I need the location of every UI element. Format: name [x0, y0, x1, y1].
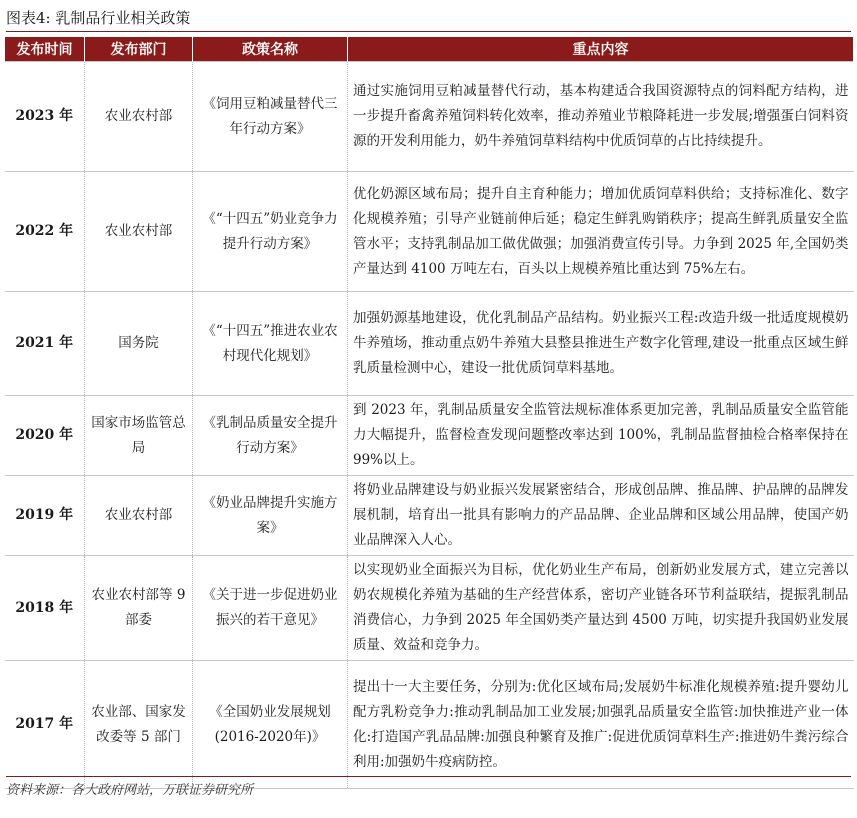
row-department: 农业农村部 [85, 172, 193, 292]
row-department: 农业部、国家发改委等 5 部门 [85, 661, 193, 789]
row-content: 优化奶源区域布局；提升自主育种能力；增加优质饲草料供给；支持标准化、数字化规模养殖；引导产业链前伸后延；稳定生鲜乳购销秩序；提高生鲜乳质量安全监管水平；支持乳制品加工做优做强；加强消费宣传引导。力争到 2025 年,全国奶类产量达到 4100 万吨左右，百头以上规模养殖比重达到 75%左右。 [348, 172, 854, 292]
table-header-row [5, 37, 854, 62]
table-row [5, 292, 854, 396]
row-year: 2022 年 [5, 172, 85, 292]
policy-table [4, 37, 854, 789]
table-row [5, 62, 854, 172]
row-department: 农业农村部等 9 部委 [85, 556, 193, 661]
row-policy-name: 《“十四五”推进农业农村现代化规划》 [193, 292, 348, 396]
row-year: 2020 年 [5, 396, 85, 476]
row-department: 农业农村部 [85, 476, 193, 556]
row-year: 2017 年 [5, 661, 85, 789]
header-release-date: 发布时间 [5, 37, 85, 62]
row-content: 通过实施饲用豆粕减量替代行动，基本构建适合我国资源特点的饲料配方结构，进一步提升畜禽养殖饲料转化效率，推动养殖业节粮降耗进一步发展;增强蛋白饲料资源的开发利用能力，奶牛养殖饲草料结构中优质饲草的占比持续提升。 [348, 62, 854, 172]
row-policy-name: 《全国奶业发展规划(2016-2020年)》 [193, 661, 348, 789]
header-key-content: 重点内容 [348, 37, 854, 62]
row-policy-name: 《“十四五”奶业竞争力提升行动方案》 [193, 172, 348, 292]
row-department: 国务院 [85, 292, 193, 396]
row-content: 提出十一大主要任务，分别为:优化区域布局;发展奶牛标准化规模养殖:提升婴幼儿配方乳粉竞争力:推动乳制品加工业发展;加强乳品质量安全监管:加快推进产业一体化:打造国产乳品品牌:加强良种繁育及推广:促进优质饲草料生产:推进奶牛粪污综合利用:加强奶牛疫病防控。 [348, 661, 854, 789]
header-policy-name: 政策名称 [193, 37, 348, 62]
row-content: 将奶业品牌建设与奶业振兴发展紧密结合，形成创品牌、推品牌、护品牌的品牌发展机制，培育出一批具有影响力的产品品牌、企业品牌和区域公用品牌，使国产奶业品牌深入人心。 [348, 476, 854, 556]
row-year: 2021 年 [5, 292, 85, 396]
row-year: 2023 年 [5, 62, 85, 172]
table-row [5, 172, 854, 292]
row-content: 加强奶源基地建设，优化乳制品产品结构。奶业振兴工程:改造升级一批适度规模奶牛养殖场，推动重点奶牛养殖大县整县推进生产数字化管理,建设一批重点区域生鲜乳质量检测中心，建设一批优质饲草料基地。 [348, 292, 854, 396]
table-row [5, 556, 854, 661]
header-department: 发布部门 [85, 37, 193, 62]
row-policy-name: 《关于进一步促进奶业振兴的若干意见》 [193, 556, 348, 661]
row-content: 以实现奶业全面振兴为目标，优化奶业生产布局，创新奶业发展方式，建立完善以奶农规模化养殖为基础的生产经营体系，密切产业链各环节利益联结，提振乳制品消费信心，力争到 2025 年全国奶类产量达到 4500 万吨，切实提升我国奶业发展质量、效益和竞争力。 [348, 556, 854, 661]
row-policy-name: 《乳制品质量安全提升行动方案》 [193, 396, 348, 476]
row-policy-name: 《饲用豆粕减量替代三年行动方案》 [193, 62, 348, 172]
row-policy-name: 《奶业品牌提升实施方案》 [193, 476, 348, 556]
row-year: 2019 年 [5, 476, 85, 556]
table-row [5, 661, 854, 789]
row-content: 到 2023 年，乳制品质量安全监管法规标准体系更加完善，乳制品质量安全监管能力大幅提升，监督检查发现问题整改率达到 100%，乳制品监督抽检合格率保持在 99%以上。 [348, 396, 854, 476]
figure-caption: 图表4: 乳制品行业相关政策 [6, 4, 851, 32]
table-row [5, 396, 854, 476]
source-note: 资料来源：各大政府网站，万联证券研究所 [6, 776, 851, 801]
table-row [5, 476, 854, 556]
row-year: 2018 年 [5, 556, 85, 661]
row-department: 农业农村部 [85, 62, 193, 172]
row-department: 国家市场监管总局 [85, 396, 193, 476]
